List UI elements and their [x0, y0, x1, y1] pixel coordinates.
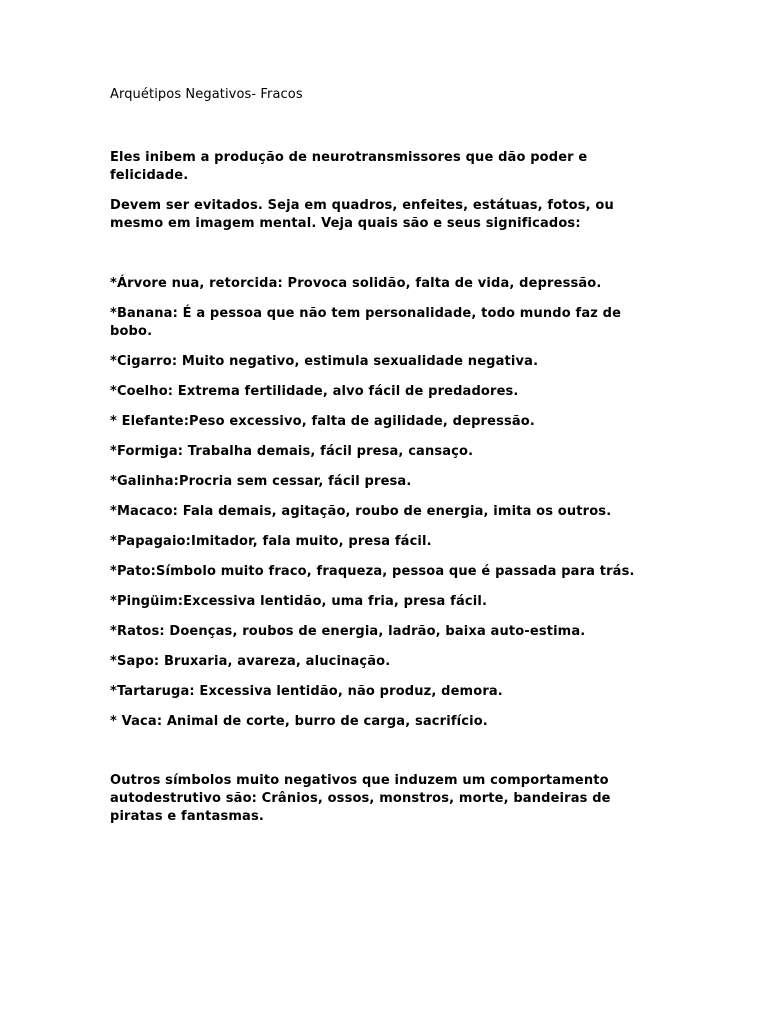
- list-item-elefante: * Elefante:Peso excessivo, falta de agilidade, depressão.: [110, 414, 535, 429]
- list-item-banana: *Banana: É a pessoa que não tem personalidade, todo mundo faz de bobo.: [110, 306, 622, 339]
- list-item-papagaio: *Papagaio:Imitador, fala muito, presa fácil.: [110, 534, 432, 549]
- list-item-vaca: * Vaca: Animal de corte, burro de carga, sacrifício.: [110, 714, 488, 729]
- list-item-pato: *Pato:Símbolo muito fraco, fraqueza, pessoa que é passada para trás.: [110, 564, 635, 579]
- intro-paragraph-1: Eles inibem a produção de neurotransmissores que dão poder e felicidade.: [110, 150, 588, 183]
- closing-paragraph: Outros símbolos muito negativos que induzem um comportamento autodestrutivo são: Crânios, ossos, monstros, morte, bandeiras de piratas e fantasmas.: [110, 773, 611, 824]
- list-item-macaco: *Macaco: Fala demais, agitação, roubo de energia, imita os outros.: [110, 504, 612, 519]
- document-page: [110, 86, 655, 838]
- list-item-ratos: *Ratos: Doenças, roubos de energia, ladrão, baixa auto-estima.: [110, 624, 586, 639]
- list-item-coelho: *Coelho: Extrema fertilidade, alvo fácil de predadores.: [110, 384, 519, 399]
- list-item-sapo: *Sapo: Bruxaria, avareza, alucinação.: [110, 654, 391, 669]
- list-item-formiga: *Formiga: Trabalha demais, fácil presa, cansaço.: [110, 444, 474, 459]
- list-item-galinha: *Galinha:Procria sem cessar, fácil presa.: [110, 474, 412, 489]
- list-item-cigarro: *Cigarro: Muito negativo, estimula sexualidade negativa.: [110, 354, 539, 369]
- intro-paragraph-2: Devem ser evitados. Seja em quadros, enfeites, estátuas, fotos, ou mesmo em imagem mental. Veja quais são e seus significados:: [110, 198, 614, 231]
- list-item-arvore: *Árvore nua, retorcida: Provoca solidão, falta de vida, depressão.: [110, 276, 602, 291]
- list-item-tartaruga: *Tartaruga: Excessiva lentidão, não produz, demora.: [110, 684, 503, 699]
- list-item-pinguim: *Pingüim:Excessiva lentidão, uma fria, presa fácil.: [110, 594, 488, 609]
- document-title: Arquétipos Negativos- Fracos: [110, 87, 303, 102]
- archetype-list: [110, 275, 655, 731]
